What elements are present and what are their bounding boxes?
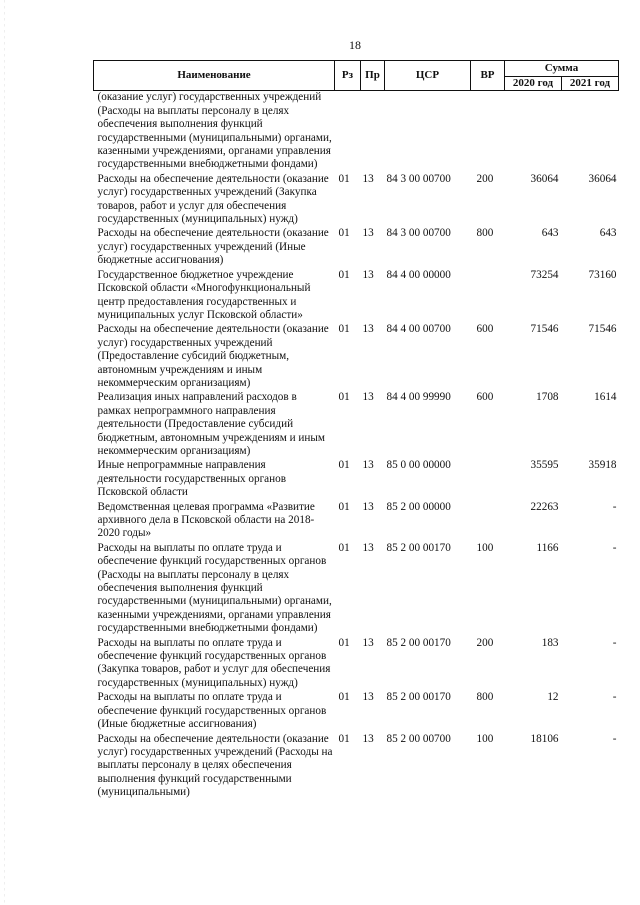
table-row [94, 542, 619, 637]
row-rz-cell: 01 [338, 636, 350, 649]
row-vr-cell: 800 [476, 691, 494, 704]
row-vr-cell [471, 269, 505, 324]
row-2020-cell: 643 [541, 227, 559, 240]
row-csr-cell: 84 4 00 00700 [386, 323, 451, 336]
table-row [94, 91, 619, 173]
row-2020-cell: 18106 [530, 732, 559, 745]
row-name-cell: Реализация иных направлений расходов в рамках непрограммного направления деятельности (Предоставление субсидий бюджетным, автономным учреждениям и иным некоммерческим организациям) [97, 391, 325, 457]
table-row [94, 691, 619, 732]
row-csr-cell: 85 2 00 00170 [386, 636, 451, 649]
table-row [94, 459, 619, 500]
header-sum: Сумма [505, 61, 619, 77]
row-vr-cell: 600 [476, 391, 494, 404]
row-vr-cell [471, 459, 505, 500]
scan-edge-mark [4, 0, 5, 905]
table-row [94, 323, 619, 391]
row-csr-cell [385, 91, 471, 173]
row-rz-cell: 01 [338, 691, 350, 704]
row-2021-cell: 36064 [588, 172, 617, 185]
row-vr-cell [471, 91, 505, 173]
row-vr-cell: 800 [476, 227, 494, 240]
header-year-2020: 2020 год [505, 77, 562, 91]
row-rz-cell: 01 [338, 391, 350, 404]
header-year-2021: 2021 год [562, 77, 619, 91]
row-name-cell: Государственное бюджетное учреждение Псковской области «Многофункциональный центр предоставления государственных и муниципальных услуг Псковской области» [97, 268, 311, 321]
row-pr-cell: 13 [362, 732, 374, 745]
row-csr-cell: 84 3 00 00700 [386, 227, 451, 240]
row-vr-cell: 200 [476, 172, 494, 185]
table-row [94, 637, 619, 692]
row-rz-cell: 01 [338, 541, 350, 554]
row-csr-cell: 85 2 00 00700 [386, 732, 451, 745]
row-csr-cell: 85 0 00 00000 [386, 459, 451, 472]
row-2021-cell: - [612, 691, 617, 704]
budget-table [93, 60, 619, 801]
row-2021-cell: 643 [599, 227, 617, 240]
row-name-cell: Расходы на обеспечение деятельности (оказание услуг) государственных учреждений (Расходы на выплаты персоналу в целях обеспечения выполнения функций государственными (муниципальными) [97, 732, 333, 799]
header-vr: ВР [471, 61, 505, 91]
row-rz-cell: 01 [338, 500, 350, 513]
row-vr-cell: 100 [476, 541, 494, 554]
row-2020-cell: 12 [547, 691, 559, 704]
row-2020-cell: 36064 [530, 172, 559, 185]
row-csr-cell: 85 2 00 00170 [386, 541, 451, 554]
row-name-cell: Расходы на обеспечение деятельности (оказание услуг) государственных учреждений (Закупка товаров, работ и услуг для обеспечения государственных (муниципальных) нужд) [97, 172, 329, 226]
row-pr-cell: 13 [362, 691, 374, 704]
table-row [94, 391, 619, 459]
row-2020-cell: 183 [541, 636, 559, 649]
row-2021-cell: - [612, 541, 617, 554]
row-name-cell: Расходы на выплаты по оплате труда и обеспечение функций государственных органов (Иные бюджетные ассигнования) [97, 691, 327, 731]
table-row [94, 227, 619, 268]
row-rz-cell: 01 [338, 732, 350, 745]
row-2021-cell: - [612, 636, 617, 649]
row-vr-cell [471, 501, 505, 542]
table-row [94, 269, 619, 324]
row-rz-cell [335, 91, 361, 173]
row-2020-cell: 73254 [530, 268, 559, 281]
row-name-cell: Расходы на обеспечение деятельности (оказание услуг) государственных учреждений (Иные бюджетные ассигнования) [97, 227, 329, 267]
row-vr-cell: 200 [476, 636, 494, 649]
row-name-cell: Ведомственная целевая программа «Развитие архивного дела в Псковской области на 2018-2020 годы» [97, 500, 315, 540]
row-pr-cell: 13 [362, 459, 374, 472]
row-pr-cell: 13 [362, 227, 374, 240]
header-name: Наименование [94, 61, 335, 91]
row-vr-cell: 100 [476, 732, 494, 745]
row-2020-cell: 1708 [536, 391, 559, 404]
row-2020-cell: 35595 [530, 459, 559, 472]
row-pr-cell: 13 [362, 323, 374, 336]
row-csr-cell: 84 4 00 00000 [386, 268, 451, 281]
row-name-cell: Расходы на выплаты по оплате труда и обеспечение функций государственных органов (Расходы на выплаты персоналу в целях обеспечения выполнения функций государственными (муниципальными) органами, казенными учреждениями, органами управления государственными внебюджетными фондами) [97, 541, 332, 635]
header-pr: Пр [361, 61, 385, 91]
row-pr-cell [361, 91, 385, 173]
row-2020-cell: 22263 [530, 500, 559, 513]
row-2021-cell [562, 91, 619, 173]
row-name-cell: Расходы на выплаты по оплате труда и обеспечение функций государственных органов (Закупка товаров, работ и услуг для обеспечения государственных (муниципальных) нужд) [97, 636, 331, 689]
row-rz-cell: 01 [338, 268, 350, 281]
row-name-cell: Иные непрограммные направления деятельности государственных органов Псковской области [97, 459, 287, 499]
row-2020-cell [505, 91, 562, 173]
row-csr-cell: 84 4 00 99990 [386, 391, 451, 404]
header-csr: ЦСР [385, 61, 471, 91]
row-pr-cell: 13 [362, 541, 374, 554]
row-2021-cell: - [612, 500, 617, 513]
row-csr-cell: 85 2 00 00170 [386, 691, 451, 704]
row-2021-cell: 35918 [588, 459, 617, 472]
row-2020-cell: 1166 [536, 541, 559, 554]
table-row [94, 733, 619, 801]
row-rz-cell: 01 [338, 459, 350, 472]
row-rz-cell: 01 [338, 227, 350, 240]
header-rz: Рз [335, 61, 361, 91]
row-rz-cell: 01 [338, 323, 350, 336]
row-2021-cell: 1614 [594, 391, 617, 404]
table-row [94, 501, 619, 542]
row-pr-cell: 13 [362, 172, 374, 185]
row-name-cell: (оказание услуг) государственных учреждений (Расходы на выплаты персоналу в целях обеспечения выполнения функций государственными (муниципальными) органами, казенными учреждениями, органами управления государственными внебюджетными фондами) [97, 91, 332, 171]
row-pr-cell: 13 [362, 268, 374, 281]
row-2021-cell: - [612, 732, 617, 745]
row-csr-cell: 85 2 00 00000 [386, 500, 451, 513]
table-row [94, 173, 619, 228]
row-pr-cell: 13 [362, 391, 374, 404]
table-header [94, 61, 619, 91]
row-2021-cell: 73160 [588, 268, 617, 281]
table-body [94, 91, 619, 801]
page-number: 18 [349, 38, 361, 52]
row-pr-cell: 13 [362, 636, 374, 649]
row-vr-cell: 600 [476, 323, 494, 336]
row-name-cell: Расходы на обеспечение деятельности (оказание услуг) государственных учреждений (Предоставление субсидий бюджетным, автономным учреждениям и иным некоммерческим организациям) [97, 323, 329, 389]
row-csr-cell: 84 3 00 00700 [386, 172, 451, 185]
row-rz-cell: 01 [338, 172, 350, 185]
row-2020-cell: 71546 [530, 323, 559, 336]
row-2021-cell: 71546 [588, 323, 617, 336]
row-pr-cell: 13 [362, 500, 374, 513]
